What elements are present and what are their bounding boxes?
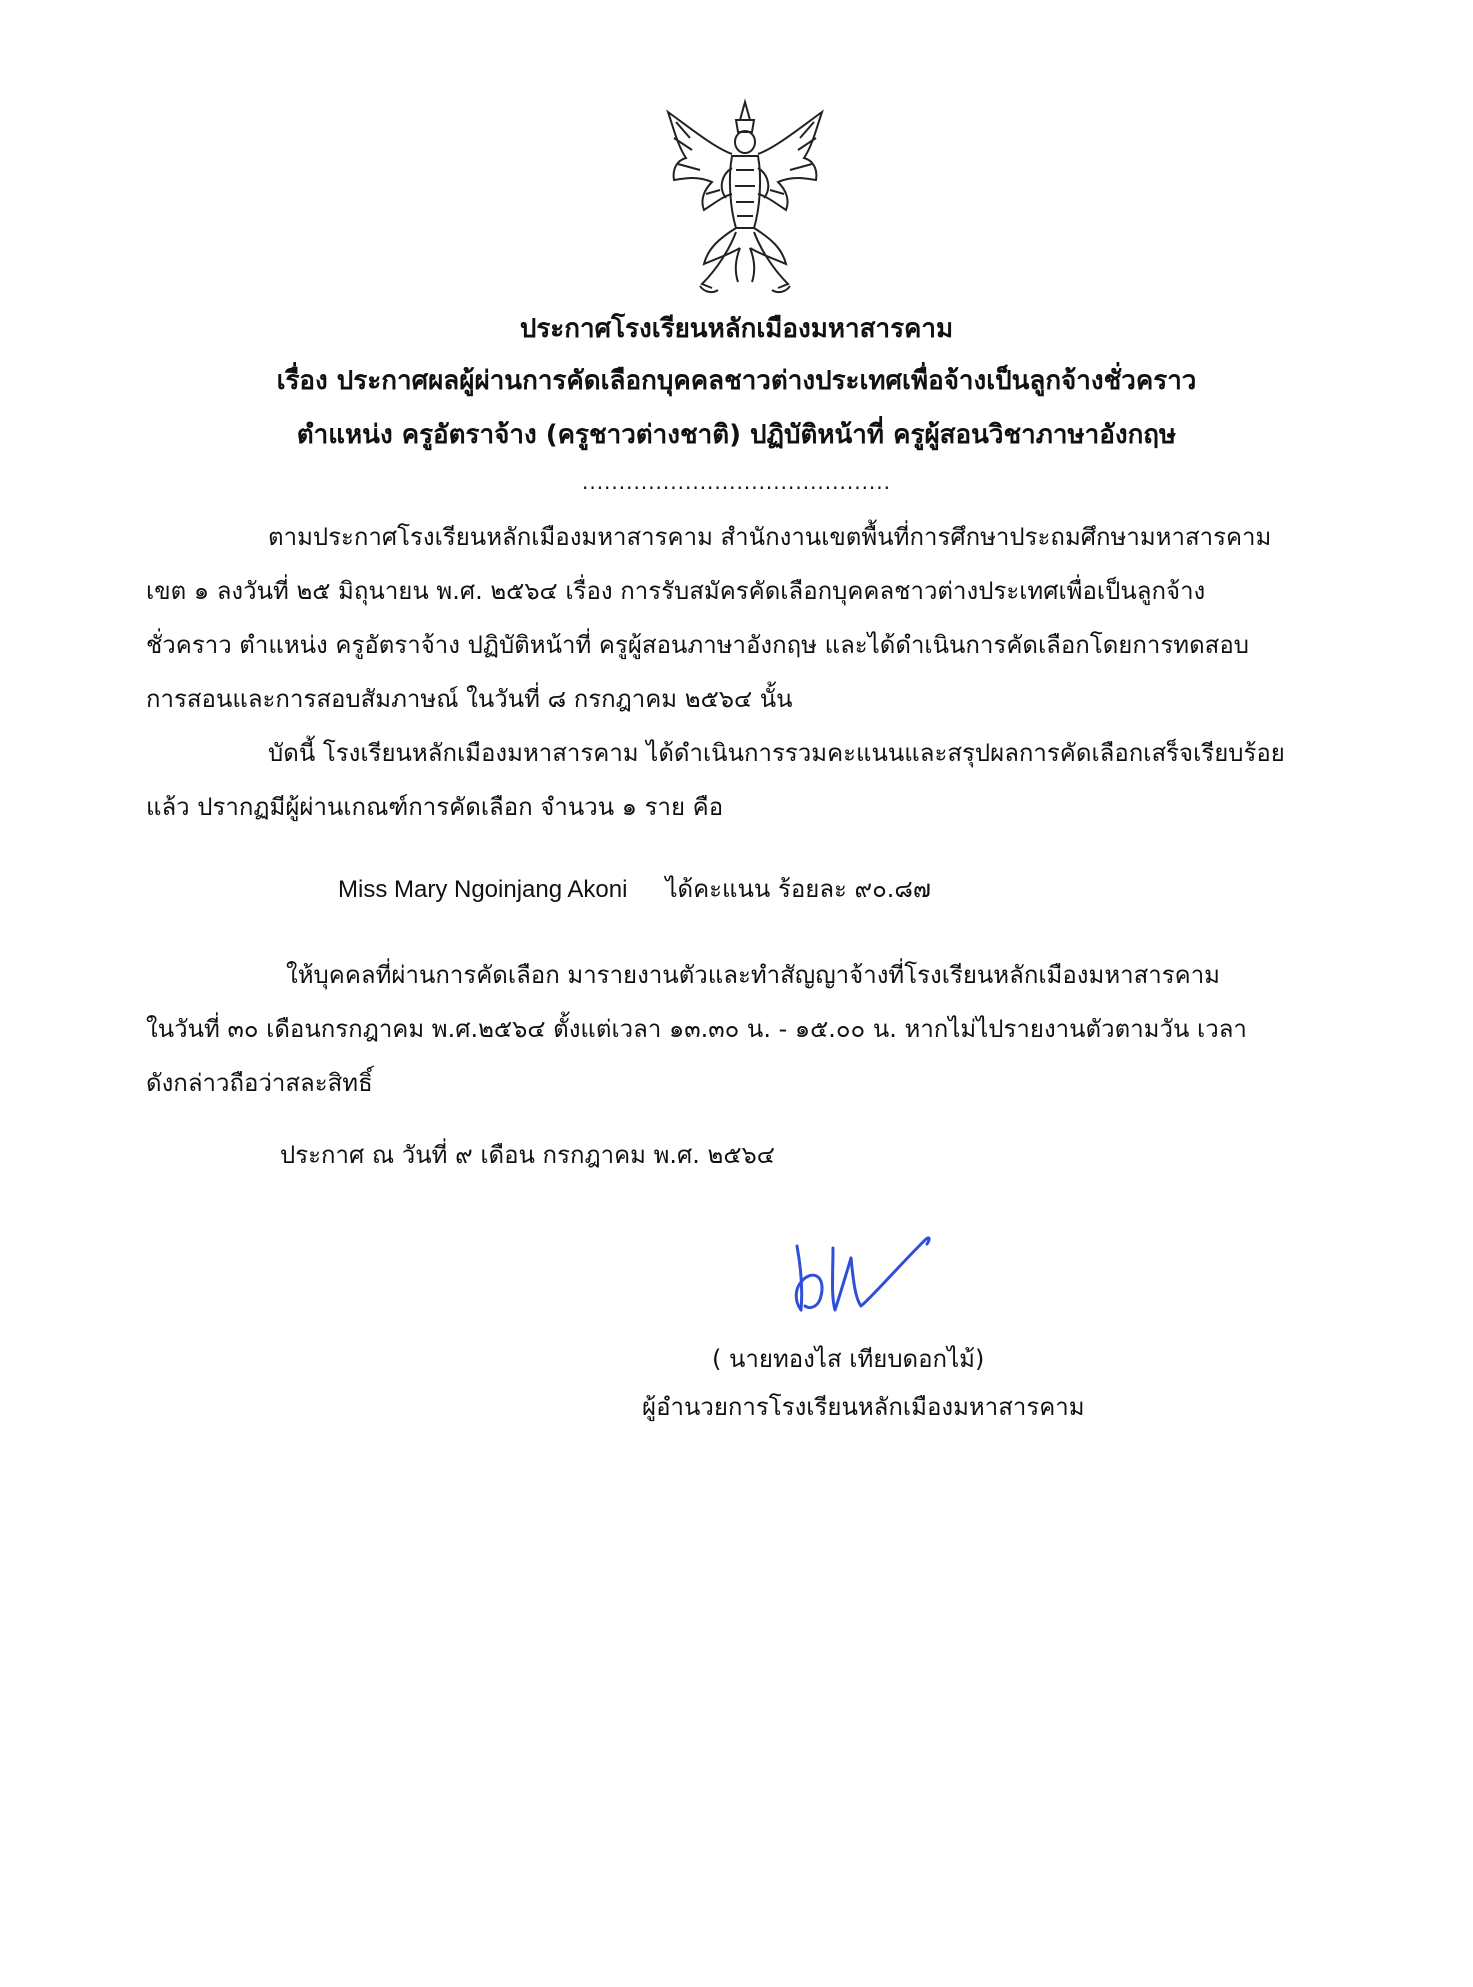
paragraph-3-line-1: ให้บุคคลที่ผ่านการคัดเลือก มารายงานตัวและทำสัญญาจ้างที่โรงเรียนหลักเมืองมหาสารคาม: [286, 961, 1220, 989]
candidate-score: ได้คะแนน ร้อยละ ๙๐.๘๗: [665, 875, 931, 903]
paragraph-1-line-2: เขต ๑ ลงวันที่ ๒๕ มิถุนายน พ.ศ. ๒๕๖๔ เรื่อง การรับสมัครคัดเลือกบุคคลชาวต่างประเทศเพื่อเป็นลูกจ้าง: [146, 577, 1206, 605]
announcement-title: ประกาศโรงเรียนหลักเมืองมหาสารคาม: [519, 314, 954, 344]
garuda-emblem-icon: [660, 98, 830, 298]
paragraph-1-line-3: ชั่วคราว ตำแหน่ง ครูอัตราจ้าง ปฏิบัติหน้าที่ ครูผู้สอนภาษาอังกฤษ และได้ดำเนินการคัดเลือกโดยการทดสอบ: [146, 631, 1249, 659]
candidate-result: [338, 872, 931, 907]
signer-name: ( นายทองไส เทียบดอกไม้): [712, 1345, 985, 1373]
paragraph-2-line-2: แล้ว ปรากฏมีผู้ผ่านเกณฑ์การคัดเลือก จำนวน ๑ ราย คือ: [146, 793, 724, 821]
paragraph-2-line-1: บัดนี้ โรงเรียนหลักเมืองมหาสารคาม ได้ดำเนินการรวมคะแนนและสรุปผลการคัดเลือกเสร็จเรียบร้อย: [268, 739, 1285, 767]
paragraph-3-line-3: ดังกล่าวถือว่าสละสิทธิ์: [146, 1069, 373, 1097]
candidate-name: Miss Mary Ngoinjang Akoni: [338, 876, 628, 903]
handwritten-signature-icon: [775, 1218, 945, 1323]
announcement-position: ตำแหน่ง ครูอัตราจ้าง (ครูชาวต่างชาติ) ปฏิบัติหน้าที่ ครูผู้สอนวิชาภาษาอังกฤษ: [296, 420, 1177, 450]
paragraph-1-line-1: ตามประกาศโรงเรียนหลักเมืองมหาสารคาม สำนักงานเขตพื้นที่การศึกษาประถมศึกษามหาสารคาม: [268, 523, 1272, 551]
separator-line: ..........................................: [581, 470, 891, 494]
announcement-subject: เรื่อง ประกาศผลผู้ผ่านการคัดเลือกบุคคลชาวต่างประเทศเพื่อจ้างเป็นลูกจ้างชั่วคราว: [276, 366, 1197, 396]
signer-title: ผู้อำนวยการโรงเรียนหลักเมืองมหาสารคาม: [642, 1393, 1085, 1421]
paragraph-1-line-4: การสอนและการสอบสัมภาษณ์ ในวันที่ ๘ กรกฎาคม ๒๕๖๔ นั้น: [146, 685, 793, 713]
paragraph-3-line-2: ในวันที่ ๓๐ เดือนกรกฎาคม พ.ศ.๒๕๖๔ ตั้งแต่เวลา ๑๓.๓๐ น. - ๑๕.๐๐ น. หากไม่ไปรายงานตัวตามวัน เวลา: [146, 1015, 1247, 1043]
announcement-date: ประกาศ ณ วันที่ ๙ เดือน กรกฎาคม พ.ศ. ๒๕๖๔: [280, 1141, 775, 1169]
